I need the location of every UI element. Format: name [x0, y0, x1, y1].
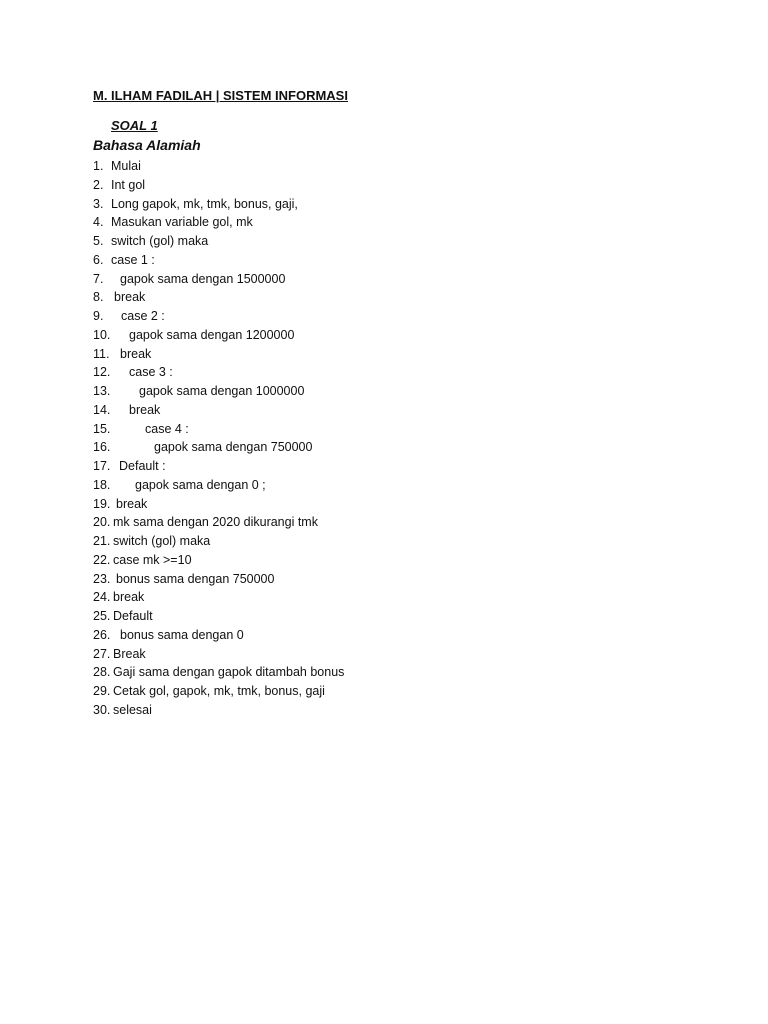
step-number: 25.: [93, 609, 111, 623]
step-number: 8.: [93, 290, 104, 305]
step-item: [93, 532, 344, 551]
step-number: 2.: [93, 177, 104, 192]
step-text: Gaji sama dengan gapok ditambah bonus: [113, 665, 345, 680]
document-title: M. ILHAM FADILAH | SISTEM INFORMASI: [93, 88, 348, 103]
step-item: [93, 663, 344, 682]
step-text: Default :: [119, 459, 166, 473]
step-item: [93, 363, 344, 382]
step-text: case 3 :: [129, 365, 173, 380]
step-item: [93, 232, 344, 251]
step-text: break: [129, 402, 161, 417]
step-item: [93, 288, 344, 307]
step-text: gapok sama dengan 0 ;: [135, 477, 266, 492]
step-number: 30.: [93, 702, 111, 717]
step-number: 16.: [93, 440, 111, 455]
step-text: mk sama dengan 2020 dikurangi tmk: [113, 515, 318, 530]
step-text: gapok sama dengan 1200000: [129, 327, 295, 342]
step-number: 5.: [93, 234, 104, 248]
step-item: [93, 213, 344, 232]
step-number: 17.: [93, 459, 111, 473]
step-number: 7.: [93, 271, 104, 286]
step-text: case 1 :: [111, 252, 155, 267]
step-number: 18.: [93, 477, 111, 492]
step-number: 23.: [93, 571, 111, 586]
step-text: gapok sama dengan 750000: [154, 440, 313, 455]
step-text: Mulai: [111, 159, 141, 173]
step-number: 3.: [93, 196, 104, 211]
step-text: switch (gol) maka: [113, 534, 211, 548]
step-number: 13.: [93, 384, 111, 398]
step-number: 20.: [93, 515, 111, 530]
step-number: 14.: [93, 402, 111, 417]
step-item: [93, 420, 344, 439]
step-number: 10.: [93, 327, 111, 342]
step-number: 11.: [93, 346, 110, 361]
step-number: 24.: [93, 590, 111, 605]
step-number: 12.: [93, 365, 111, 380]
step-text: Default: [113, 609, 153, 623]
step-number: 22.: [93, 552, 111, 567]
step-item: [93, 551, 344, 570]
step-number: 21.: [93, 534, 111, 548]
step-text: Masukan variable gol, mk: [111, 215, 253, 230]
step-item: [93, 682, 344, 701]
step-item: [93, 476, 344, 495]
step-number: 4.: [93, 215, 104, 230]
step-number: 28.: [93, 665, 111, 680]
step-item: [93, 626, 344, 645]
step-item: [93, 701, 344, 720]
section-heading: Bahasa Alamiah: [93, 137, 201, 153]
step-item: [93, 438, 344, 457]
step-item: [93, 195, 344, 214]
step-item: [93, 345, 344, 364]
step-item: [93, 645, 344, 664]
step-item: [93, 513, 344, 532]
section-label: SOAL 1: [111, 118, 158, 133]
step-item: [93, 176, 344, 195]
step-text: Long gapok, mk, tmk, bonus, gaji,: [111, 196, 298, 211]
step-text: gapok sama dengan 1000000: [139, 384, 305, 398]
step-text: bonus sama dengan 0: [120, 627, 244, 642]
step-number: 19.: [93, 496, 111, 511]
step-item: [93, 157, 344, 176]
step-item: [93, 588, 344, 607]
algorithm-steps: [93, 157, 344, 720]
step-text: case mk >=10: [113, 552, 192, 567]
step-item: [93, 270, 344, 289]
step-text: break: [120, 346, 152, 361]
step-text: switch (gol) maka: [111, 234, 209, 248]
step-text: break: [116, 496, 148, 511]
step-text: Break: [113, 646, 146, 661]
step-item: [93, 251, 344, 270]
step-item: [93, 570, 344, 589]
step-text: bonus sama dengan 750000: [116, 571, 275, 586]
step-number: 29.: [93, 684, 111, 698]
step-text: case 2 :: [121, 309, 165, 323]
step-text: gapok sama dengan 1500000: [120, 271, 286, 286]
step-item: [93, 495, 344, 514]
step-number: 9.: [93, 309, 104, 323]
step-number: 6.: [93, 252, 104, 267]
step-number: 1.: [93, 159, 104, 173]
step-number: 26.: [93, 627, 111, 642]
step-item: [93, 607, 344, 626]
step-text: selesai: [113, 702, 152, 717]
step-item: [93, 401, 344, 420]
step-text: break: [113, 590, 145, 605]
step-text: Cetak gol, gapok, mk, tmk, bonus, gaji: [113, 684, 325, 698]
step-text: Int gol: [111, 177, 146, 192]
step-number: 15.: [93, 421, 111, 436]
step-item: [93, 382, 344, 401]
step-text: case 4 :: [145, 421, 189, 436]
step-item: [93, 307, 344, 326]
step-item: [93, 457, 344, 476]
step-item: [93, 326, 344, 345]
step-number: 27.: [93, 646, 111, 661]
step-text: break: [114, 290, 146, 305]
